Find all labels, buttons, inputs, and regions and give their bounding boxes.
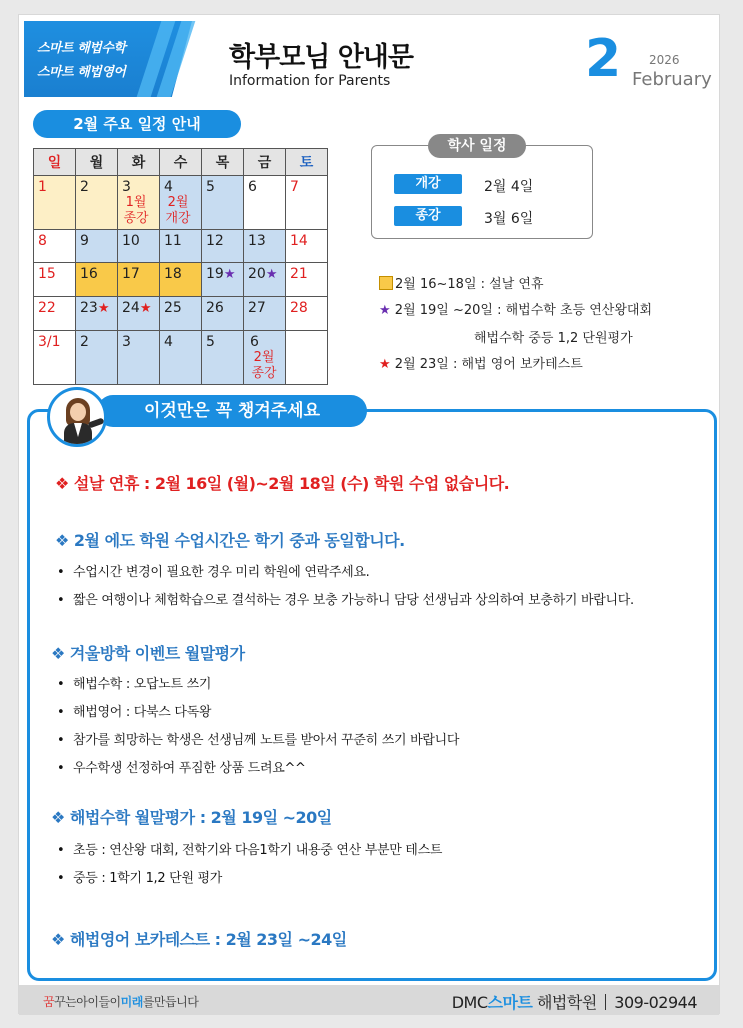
logo-line-english: 스마트 해법영어 — [37, 65, 126, 80]
calendar-weekday-row — [34, 149, 328, 176]
legend-holiday: 2월 16~18일 : 설날 연휴 — [379, 273, 544, 292]
footer-divider — [605, 994, 607, 1010]
calendar-day: 28 — [286, 297, 328, 331]
calendar-day: 12 — [202, 230, 244, 263]
calendar-day-holiday: 18 — [160, 263, 202, 297]
page-subtitle: Information for Parents — [229, 73, 391, 89]
notice-heading-holiday: ❖ 설날 연휴 : 2월 16일 (월)~2월 18일 (수) 학원 수업 없습니다. — [55, 474, 510, 493]
calendar-day: 2 — [76, 331, 118, 385]
calendar-week — [34, 230, 328, 263]
red-star-icon: ★ — [379, 357, 391, 372]
english-test-star-icon: ★ — [97, 301, 110, 317]
term-start-date: 2월 4일 — [484, 179, 534, 195]
calendar-day: 1 — [34, 176, 76, 230]
notice-heading-winter-event: ❖ 겨울방학 이벤트 월말평가 — [51, 644, 245, 663]
schedule-section-title: 2월 주요 일정 안내 — [33, 110, 241, 138]
calendar-day: 15 — [34, 263, 76, 297]
calendar-week — [34, 331, 328, 385]
notice-box — [27, 409, 717, 981]
legend-english-test: ★ 2월 23일 : 해법 영어 보카테스트 — [379, 357, 583, 372]
notice-page — [18, 14, 720, 1014]
notice-title: 이것만은 꼭 챙겨주세요 — [97, 395, 367, 427]
calendar-day: 5 — [202, 331, 244, 385]
purple-star-icon: ★ — [379, 303, 391, 318]
calendar-day: 10 — [118, 230, 160, 263]
term-end-tag: 종강 — [394, 206, 462, 226]
footer-brand: DMC스마트 해법학원 309-02944 — [451, 993, 697, 1012]
calendar-day: 7 — [286, 176, 328, 230]
calendar-day: 22 — [34, 297, 76, 331]
legend-math-test: ★ 2월 19일 ~20일 : 해법수학 초등 연산왕대회 — [379, 303, 653, 318]
calendar-day: 19★ — [202, 263, 244, 297]
calendar-day: 2 — [76, 176, 118, 230]
academic-schedule-title: 학사 일정 — [428, 134, 526, 158]
footer-bar — [19, 985, 719, 1015]
calendar-day: 27 — [244, 297, 286, 331]
calendar-day — [286, 331, 328, 385]
year-label: 2026 — [649, 53, 680, 67]
footer-slogan: 꿈꾸는아이들이미래를만듭니다 — [43, 995, 199, 1009]
calendar-day: 6 — [244, 176, 286, 230]
calendar-note: 1월 종강 — [123, 195, 149, 226]
february-calendar — [33, 148, 328, 385]
calendar-week — [34, 297, 328, 331]
calendar-day-holiday: 17 — [118, 263, 160, 297]
term-start-tag: 개강 — [394, 174, 462, 194]
calendar-day: 3 — [118, 331, 160, 385]
calendar-day: 3 1월 종강 — [118, 176, 160, 230]
calendar-day: 23★ — [76, 297, 118, 331]
calendar-day: 4 — [160, 331, 202, 385]
notice-bullet: • 해법수학 : 오답노트 쓰기 — [57, 673, 211, 692]
notice-bullet: • 참가를 희망하는 학생은 선생님께 노트를 받아서 꾸준히 쓰기 바랍니다 — [57, 729, 459, 748]
math-test-star-icon: ★ — [265, 267, 278, 283]
calendar-day: 5 — [202, 176, 244, 230]
legend-math-test-middle: 해법수학 중등 1,2 단원평가 — [474, 331, 633, 346]
calendar-day-holiday: 16 — [76, 263, 118, 297]
notice-bullet: • 우수학생 선정하여 푸짐한 상품 드려요^^ — [57, 757, 306, 776]
calendar-week — [34, 176, 328, 230]
notice-bullet: • 초등 : 연산왕 대회, 전학기와 다음1학기 내용중 연산 부분만 테스트 — [57, 839, 442, 858]
notice-bullet: • 수업시간 변경이 필요한 경우 미리 학원에 연락주세요. — [57, 561, 370, 580]
calendar-day: 11 — [160, 230, 202, 263]
notice-bullet: • 짧은 여행이나 체험학습으로 결석하는 경우 보충 가능하니 담당 선생님과 상의하여 보충하기 바랍니다. — [57, 589, 634, 608]
notice-bullet: • 해법영어 : 다북스 다독왕 — [57, 701, 211, 720]
calendar-day: 8 — [34, 230, 76, 263]
logo-line-math: 스마트 해법수학 — [37, 41, 126, 56]
month-number: 2 — [585, 29, 622, 89]
calendar-day: 20★ — [244, 263, 286, 297]
teacher-avatar — [47, 387, 107, 447]
calendar-note: 2월 종강 — [251, 350, 277, 381]
calendar-day: 6 2월 종강 — [244, 331, 286, 385]
weekday-sun: 일 — [34, 149, 76, 176]
calendar-day: 9 — [76, 230, 118, 263]
notice-heading-class-time: ❖ 2월 에도 학원 수업시간은 학기 중과 동일합니다. — [55, 531, 405, 550]
weekday-thu: 목 — [202, 149, 244, 176]
weekday-fri: 금 — [244, 149, 286, 176]
holiday-square-icon — [379, 276, 393, 290]
calendar-day: 13 — [244, 230, 286, 263]
calendar-day: 25 — [160, 297, 202, 331]
weekday-mon: 월 — [76, 149, 118, 176]
academic-schedule-box — [371, 138, 593, 239]
calendar-day: 24★ — [118, 297, 160, 331]
weekday-sat: 토 — [286, 149, 328, 176]
calendar-day: 26 — [202, 297, 244, 331]
weekday-tue: 화 — [118, 149, 160, 176]
notice-heading-english-test: ❖ 해법영어 보카테스트 : 2월 23일 ~24일 — [51, 930, 347, 949]
calendar-day: 4 2월 개강 — [160, 176, 202, 230]
calendar-week — [34, 263, 328, 297]
math-test-star-icon: ★ — [223, 267, 236, 283]
calendar-note: 2월 개강 — [165, 195, 191, 226]
month-name: February — [632, 69, 712, 90]
weekday-wed: 수 — [160, 149, 202, 176]
notice-bullet: • 중등 : 1학기 1,2 단원 평가 — [57, 867, 222, 886]
term-end-date: 3월 6일 — [484, 211, 534, 227]
calendar-day: 3/1 — [34, 331, 76, 385]
footer-phone: 309-02944 — [614, 993, 697, 1012]
english-test-star-icon: ★ — [139, 301, 152, 317]
page-title: 학부모님 안내문 — [229, 42, 413, 73]
calendar-day: 21 — [286, 263, 328, 297]
calendar-day: 14 — [286, 230, 328, 263]
notice-heading-math-test: ❖ 해법수학 월말평가 : 2월 19일 ~20일 — [51, 808, 332, 827]
